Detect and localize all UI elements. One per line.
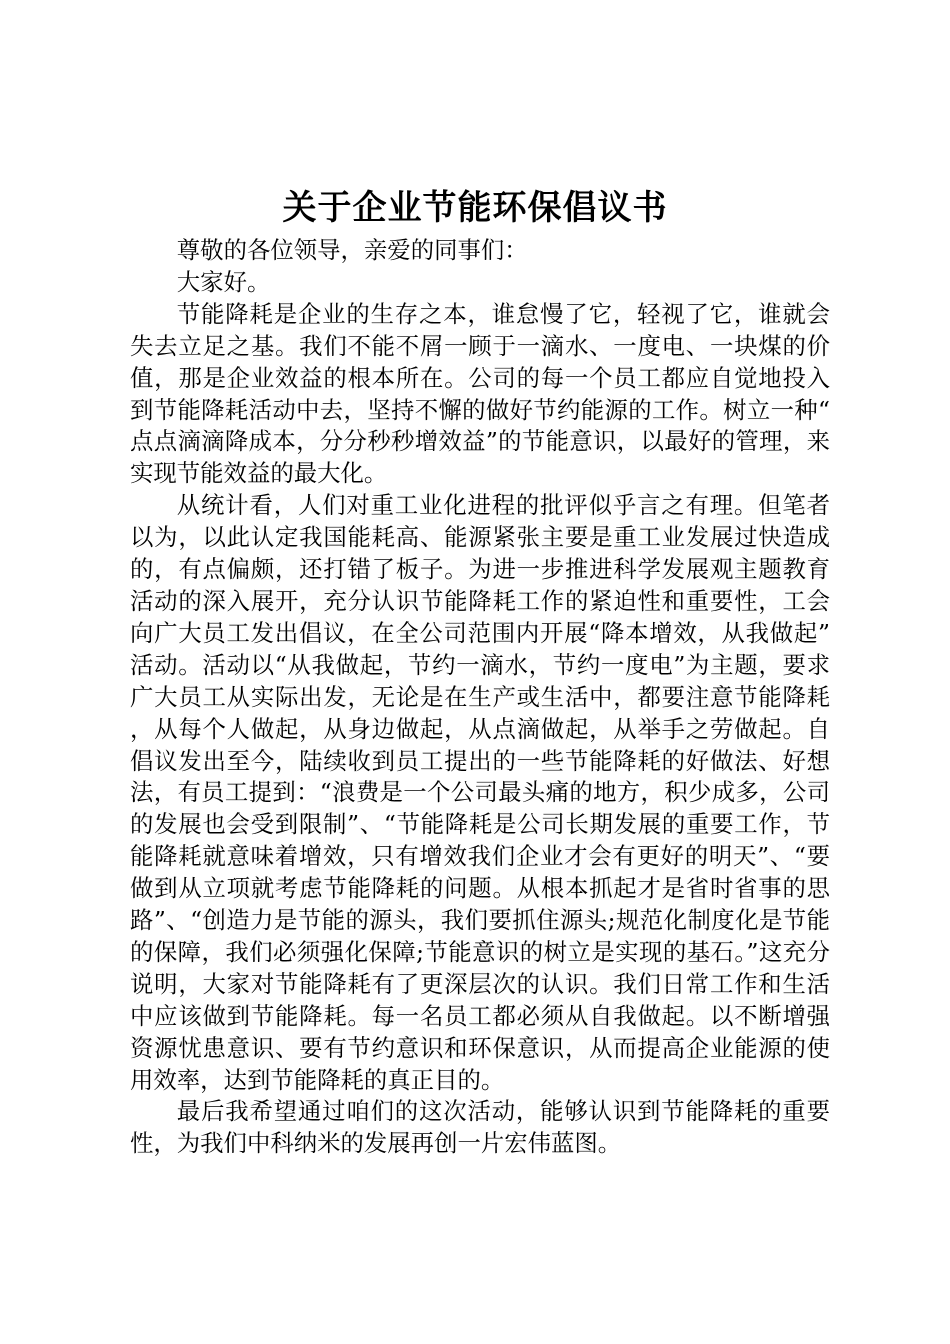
paragraph-3: 最后我希望通过咱们的这次活动，能够认识到节能降耗的重要性，为我们中科纳米的发展再创一片宏伟蓝图。: [130, 1097, 830, 1158]
paragraph-2: 从统计看，人们对重工业化进程的批评似乎言之有理。但笔者以为，以此认定我国能耗高、能源紧张主要是重工业发展过快造成的，有点偏颇，还打错了板子。为进一步推进科学发展观主题教育活动的深入展开，充分认识节能降耗工作的紧迫性和重要性，工会向广大员工发出倡议，在全公司范围内开展“降本增效，从我做起”活动。活动以“从我做起，节约一滴水，节约一度电”为主题，要求广大员工从实际出发，无论是在生产或生活中，都要注意节能降耗，从每个人做起，从身边做起，从点滴做起，从举手之劳做起。自倡议发出至今，陆续收到员工提出的一些节能降耗的好做法、好想法，有员工提到：“浪费是一个公司最头痛的地方，积少成多，公司的发展也会受到限制”、“节能降耗是公司长期发展的重要工作，节能降耗就意味着增效，只有增效我们企业才会有更好的明天”、“要做到从立项就考虑节能降耗的问题。从根本抓起才是省时省事的思路”、“创造力是节能的源头，我们要抓住源头;规范化制度化是节能的保障，我们必须强化保障;节能意识的树立是实现的基石。”这充分说明，大家对节能降耗有了更深层次的认识。我们日常工作和生活中应该做到节能降耗。每一名员工都必须从自我做起。以不断增强资源忧患意识、要有节约意识和环保意识，从而提高企业能源的使用效率，达到节能降耗的真正目的。: [130, 491, 830, 1094]
greeting: 大家好。: [176, 267, 271, 296]
salutation: 尊敬的各位领导，亲爱的同事们：: [176, 236, 528, 264]
document-title: 关于企业节能环保倡议书: [282, 188, 668, 228]
paragraph-1: 节能降耗是企业的生存之本，谁怠慢了它，轻视了它，谁就会失去立足之基。我们不能不屑一顾于一滴水、一度电、一块煤的价值，那是企业效益的根本所在。公司的每一个员工都应自觉地投入到节能降耗活动中去，坚持不懈的做好节约能源的工作。树立一种“点点滴滴降成本，分分秒秒增效益”的节能意识，以最好的管理，来实现节能效益的最大化。: [130, 299, 830, 488]
document-body: [130, 235, 830, 1160]
